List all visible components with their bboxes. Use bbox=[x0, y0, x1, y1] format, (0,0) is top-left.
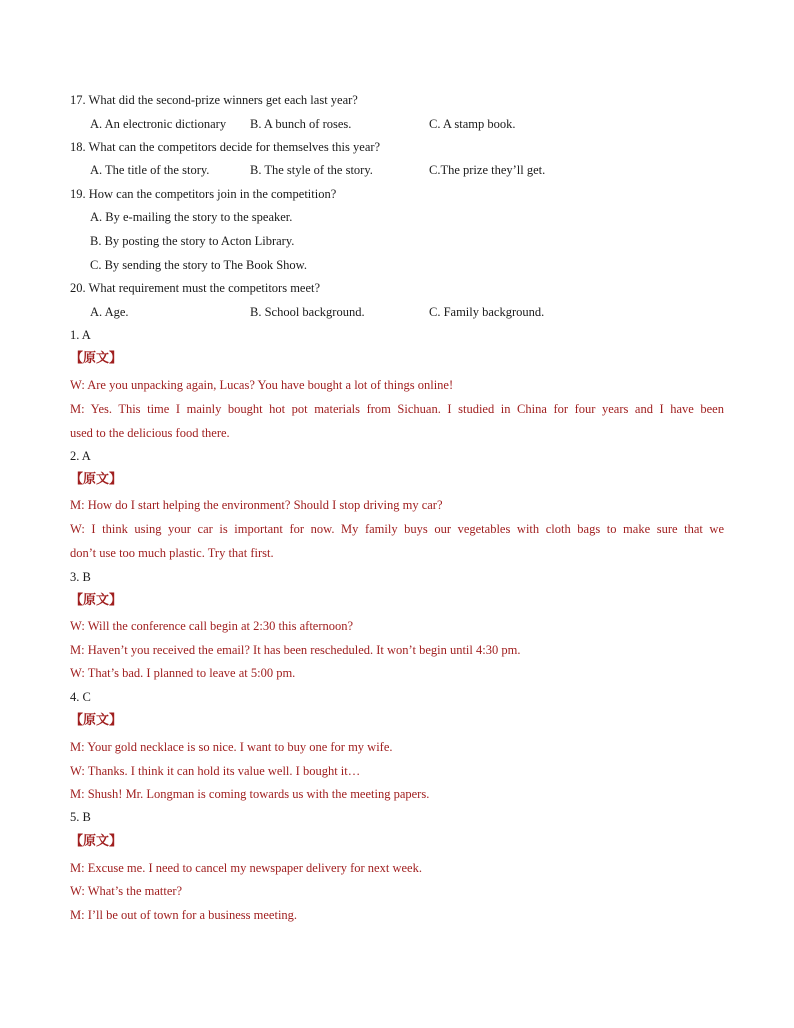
answer-4-transcript-tag: 【原文】 bbox=[70, 713, 123, 728]
question-20-option-c: C. Family background. bbox=[429, 305, 545, 319]
answer-3-transcript-tag: 【原文】 bbox=[70, 593, 123, 608]
answer-2-line-3: don’t use too much plastic. Try that first. bbox=[70, 546, 274, 560]
answer-2-number: 2. A bbox=[70, 449, 91, 463]
answer-2-transcript-tag: 【原文】 bbox=[70, 472, 123, 487]
question-19-option-b: B. By posting the story to Acton Library. bbox=[90, 234, 295, 248]
answer-4-line-3: M: Shush! Mr. Longman is coming towards us with the meeting papers. bbox=[70, 787, 430, 801]
answer-3-line-3: W: That’s bad. I planned to leave at 5:00 pm. bbox=[70, 666, 296, 680]
answer-1-line-1: W: Are you unpacking again, Lucas? You have bought a lot of things online! bbox=[70, 378, 454, 392]
answer-4-line-2: W: Thanks. I think it can hold its value well. I bought it… bbox=[70, 764, 361, 778]
question-18-option-b: B. The style of the story. bbox=[250, 163, 373, 177]
answer-2-line-2: W: I think using your car is important for now. My family buys our vegetables with cloth bags to make sure that we bbox=[70, 522, 724, 536]
answer-5-line-2: W: What’s the matter? bbox=[70, 884, 183, 898]
answer-5-line-1: M: Excuse me. I need to cancel my newspaper delivery for next week. bbox=[70, 861, 422, 875]
question-18-option-a: A. The title of the story. bbox=[90, 163, 210, 177]
question-19-option-a: A. By e-mailing the story to the speaker. bbox=[90, 210, 293, 224]
answer-1-line-3: used to the delicious food there. bbox=[70, 426, 230, 440]
answer-4-line-1: M: Your gold necklace is so nice. I want to buy one for my wife. bbox=[70, 740, 393, 754]
question-18: 18. What can the competitors decide for themselves this year? bbox=[70, 140, 381, 154]
question-17: 17. What did the second-prize winners get each last year? bbox=[70, 93, 358, 107]
answer-1-line-2: M: Yes. This time I mainly bought hot pot materials from Sichuan. I studied in China for four years and I have been bbox=[70, 402, 724, 416]
question-18-option-c: C.The prize they’ll get. bbox=[429, 163, 546, 177]
question-17-option-a: A. An electronic dictionary bbox=[90, 117, 227, 131]
answer-5-transcript-tag: 【原文】 bbox=[70, 834, 123, 849]
question-17-option-b: B. A bunch of roses. bbox=[250, 117, 352, 131]
question-20-option-a: A. Age. bbox=[90, 305, 129, 319]
answer-2-line-1: M: How do I start helping the environment? Should I stop driving my car? bbox=[70, 498, 443, 512]
question-17-option-c: C. A stamp book. bbox=[429, 117, 516, 131]
answer-3-line-1: W: Will the conference call begin at 2:30 this afternoon? bbox=[70, 619, 354, 633]
question-19: 19. How can the competitors join in the competition? bbox=[70, 187, 337, 201]
answer-5-line-3: M: I’ll be out of town for a business meeting. bbox=[70, 908, 298, 922]
answer-1-transcript-tag: 【原文】 bbox=[70, 351, 123, 366]
question-19-option-c: C. By sending the story to The Book Show. bbox=[90, 258, 308, 272]
answer-1-number: 1. A bbox=[70, 328, 91, 342]
answer-3-line-2: M: Haven’t you received the email? It has been rescheduled. It won’t begin until 4:30 pm. bbox=[70, 643, 521, 657]
answer-3-number: 3. B bbox=[70, 570, 91, 584]
answer-4-number: 4. C bbox=[70, 690, 91, 704]
question-20: 20. What requirement must the competitors meet? bbox=[70, 281, 321, 295]
answer-5-number: 5. B bbox=[70, 810, 91, 824]
question-20-option-b: B. School background. bbox=[250, 305, 365, 319]
